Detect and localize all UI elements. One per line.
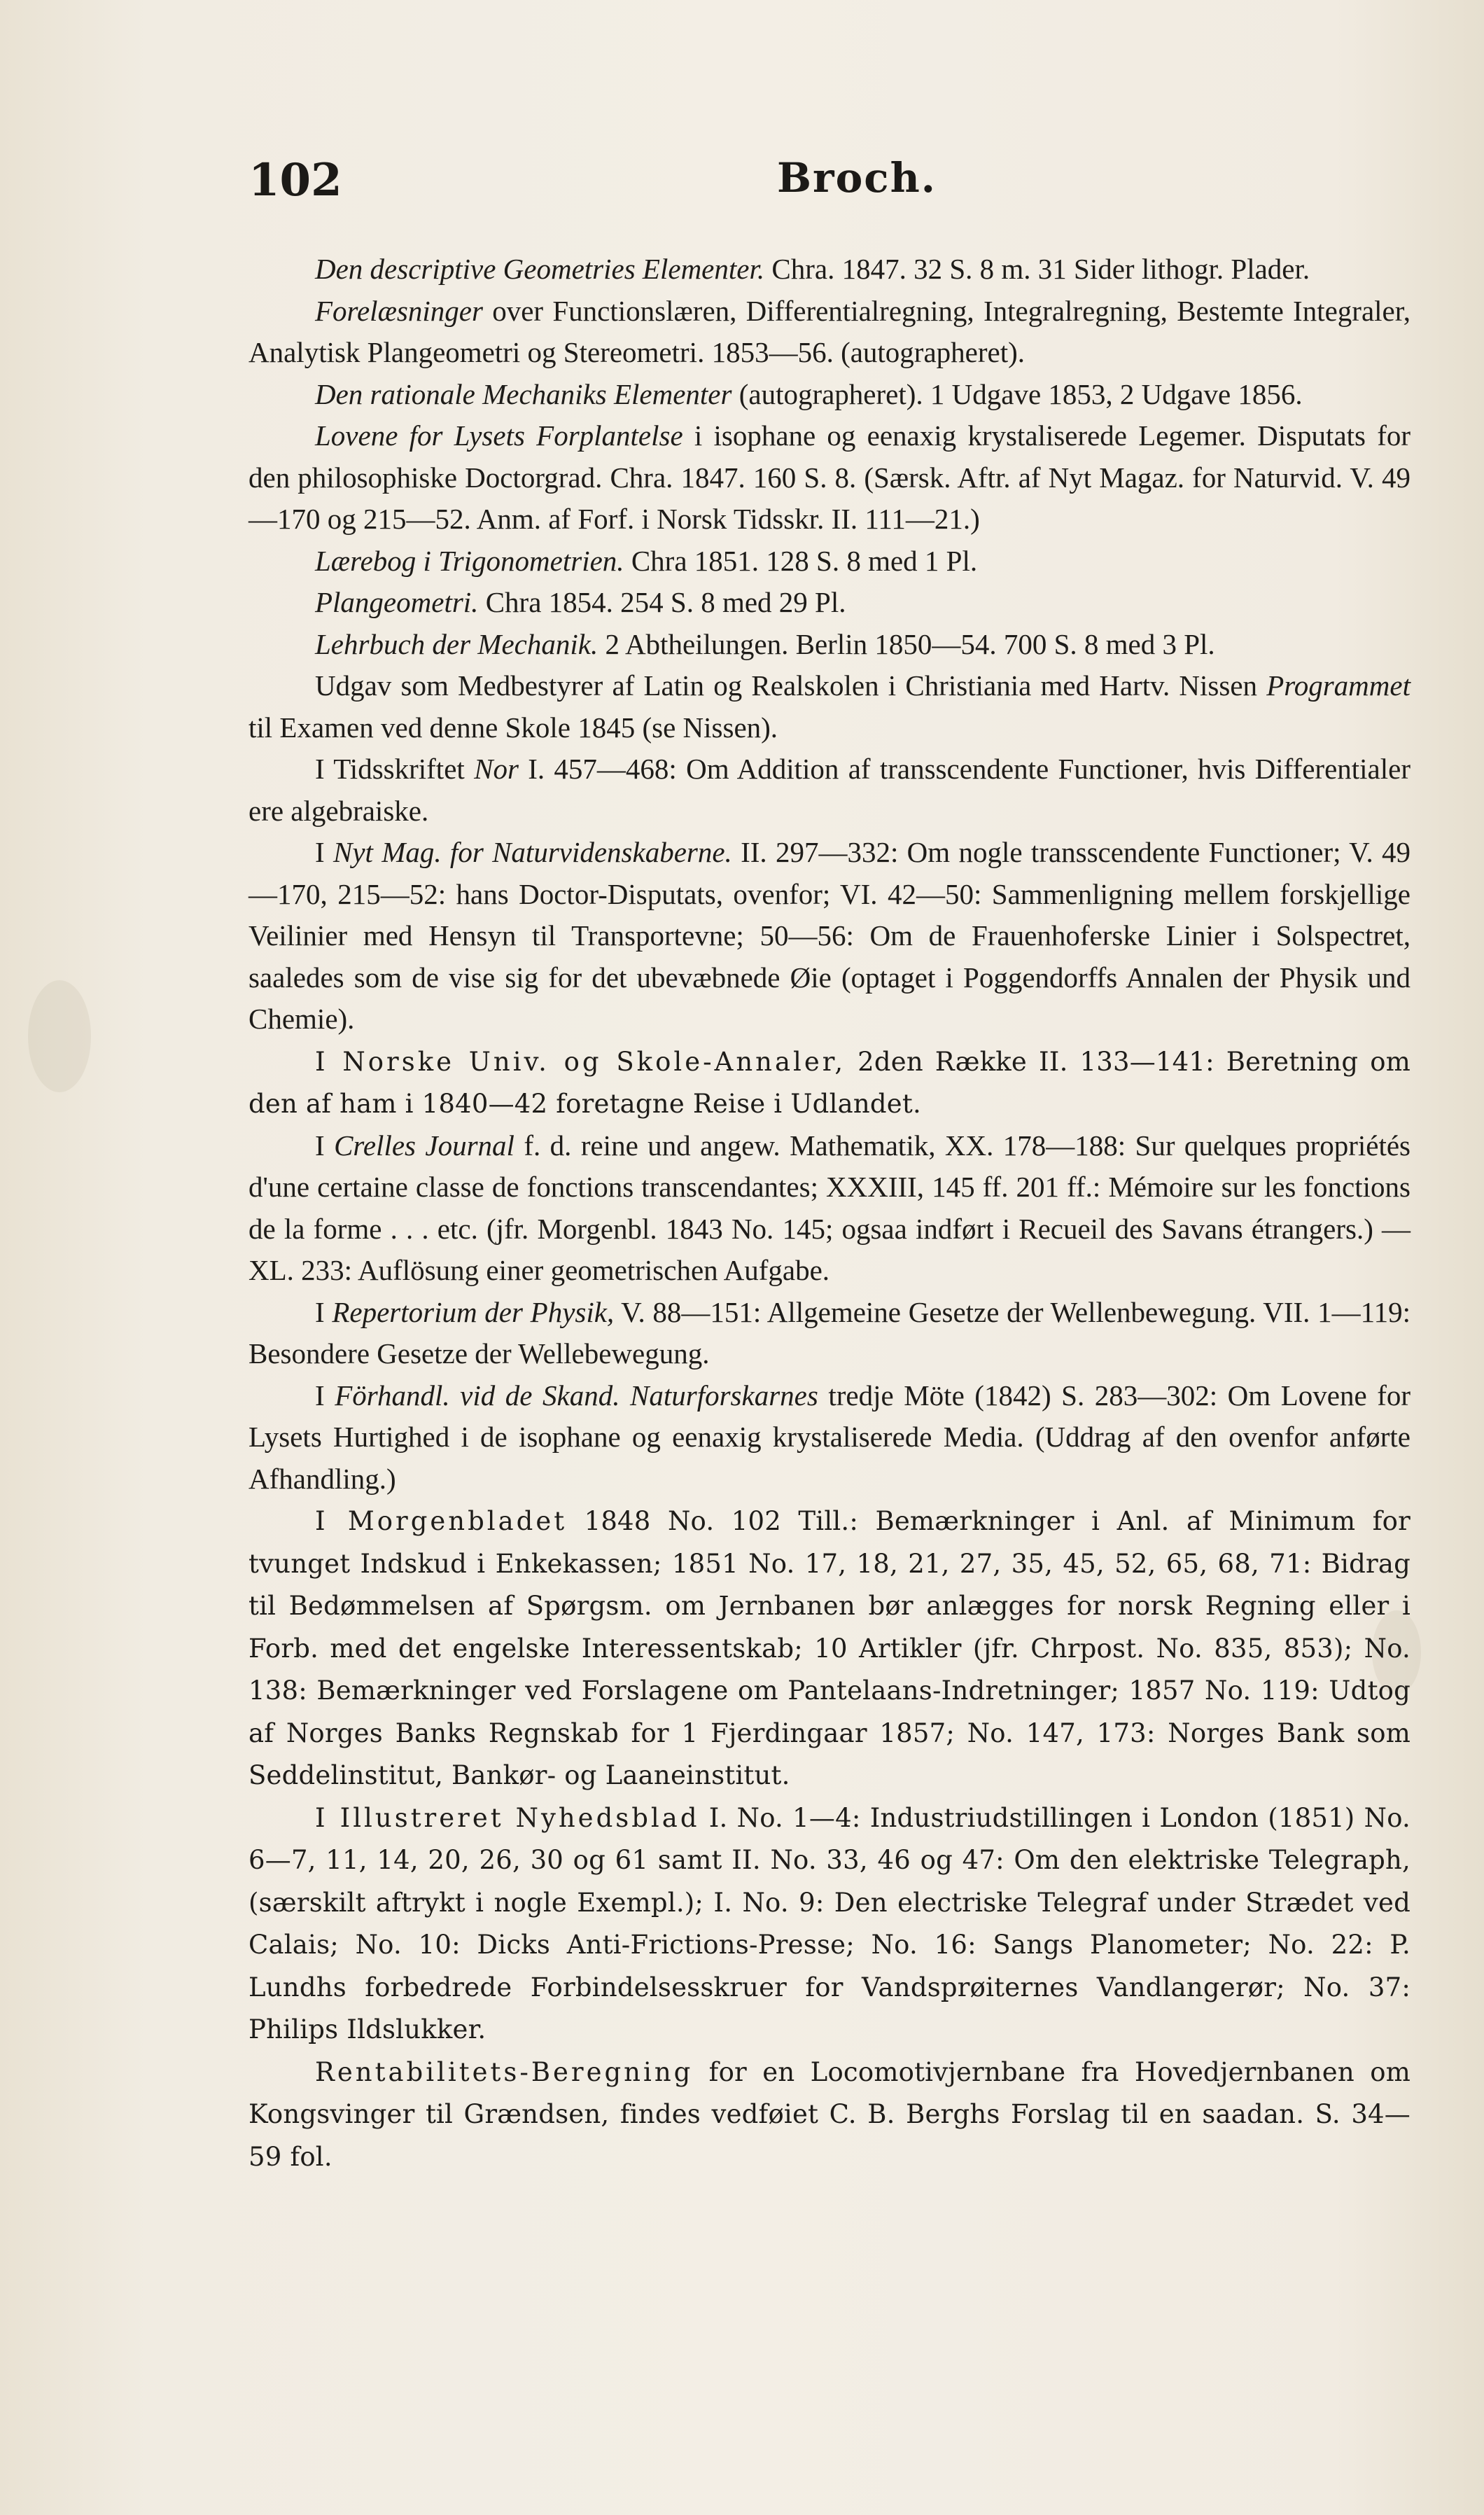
page-number: 102 (248, 154, 342, 207)
entry-text: for en Locomotivjernbane fra Hovedjernbanen om Kongsvinger til Grændsen, findes vedføiet C. B. Berghs Forslag til en saadan. S. 34—59 fol. (248, 2056, 1410, 2172)
entry-title: Lovene for Lysets Forplantelse (315, 419, 683, 452)
entry-text: 2 Abtheilungen. Berlin 1850—54. 700 S. 8 med 3 Pl. (598, 627, 1215, 660)
bibliography-entry (248, 541, 1410, 583)
bibliography-text (248, 249, 1410, 2178)
bibliography-entry (248, 2051, 1410, 2178)
bibliography-entry (248, 748, 1410, 832)
bibliography-entry (248, 1797, 1410, 2051)
bibliography-entry (248, 624, 1410, 666)
entry-text: I Illustreret Nyhedsblad (315, 1802, 700, 1833)
entry-text: II. 297—332: Om nogle transscendente Functioner; V. 49—170, 215—52: hans Doctor-Disputats, ovenfor; VI. 42—50: Sammenligning mellem forskjellige Veilinier med Hensyn til Transportevne; 50—56: Om de Frauenhoferske Linier i Solspectret, saaledes som de vise sig for det ubevæbnede Øie (optaget i Poggendorffs Annalen der Physik und Chemie). (248, 836, 1411, 1035)
bibliography-entry (248, 665, 1410, 748)
entry-text: I (315, 836, 333, 868)
entry-title: Förhandl. vid de Skand. Naturforskarnes (335, 1379, 818, 1412)
entry-title: Lehrbuch der Mechanik. (315, 627, 598, 660)
entry-title: Den rationale Mechaniks Elementer (315, 377, 732, 410)
entry-title: Forelæsninger (315, 294, 483, 327)
entry-text: V. 88—151: Allgemeine Gesetze der Wellenbewegung. VII. 1—119: Besondere Gesetze der Wellebewegung. (248, 1295, 1410, 1370)
entry-text: Chra. 1847. 32 S. 8 m. 31 Sider lithogr. Plader. (764, 253, 1310, 285)
bibliography-entry (248, 832, 1410, 1040)
entry-text: I (315, 1379, 335, 1412)
entry-text: I. No. 1—4: Industriudstillingen i London (1851) No. 6—7, 11, 14, 20, 26, 30 og 61 samt II. No. 33, 46 og 47: Om den elektriske Telegraph, (særskilt aftrykt i nogle Exempl.); I. No. 9: Den electriske Telegraf under Strædet ved Calais; No. 10: Dicks Anti-Frictions-Presse; No. 16: Sangs Planometer; No. 22: P. Lundhs forbedrede Forbindelsesskruer for Vandsprøiternes Vandlangerør; No. 37: Philips Ildslukker. (248, 1802, 1410, 2044)
entry-title: Lærebog i Trigonometrien. (315, 544, 624, 577)
bibliography-entry (248, 374, 1410, 416)
entry-text: Chra 1854. 254 S. 8 med 29 Pl. (478, 586, 846, 618)
entry-text: 2den Række II. 133—141: Beretning om den af ham i 1840—42 foretagne Reise i Udlandet. (248, 1046, 1410, 1119)
bibliography-entry (248, 1500, 1410, 1797)
entry-text: Rentabilitets-Beregning (315, 2056, 694, 2087)
bibliography-entry (248, 1375, 1410, 1500)
paper-stain (28, 980, 91, 1092)
entry-text: i isophane og eenaxig krystaliserede Legemer. Disputats for den philosophiske Doctorgrad. Chra. 1847. 160 S. 8. (Særsk. Aftr. af Nyt Magaz. for Naturvid. V. 49—170 og 215—52. Anm. af Forf. i Norsk Tidsskr. II. 111—21.) (248, 419, 1410, 535)
bibliography-entry (248, 1040, 1410, 1125)
entry-title: Nyt Mag. for Naturvidenskaberne. (332, 836, 732, 868)
page-header (248, 154, 1410, 231)
entry-text: I Tidsskriftet (315, 753, 475, 785)
bibliography-entry (248, 291, 1410, 374)
bibliography-entry (248, 582, 1410, 624)
entry-text: Chra 1851. 128 S. 8 med 1 Pl. (624, 544, 978, 577)
entry-text: I (315, 1295, 332, 1328)
entry-title: Repertorium der Physik, (332, 1295, 615, 1328)
entry-text: I Norske Univ. og Skole-Annaler, (315, 1046, 846, 1077)
entry-text: Udgav som Medbestyrer af Latin og Realskolen i Christiania med Hartv. Nissen (315, 669, 1267, 702)
entry-text: I Morgenbladet (315, 1506, 568, 1536)
running-head: Broch. (777, 154, 937, 202)
bibliography-entry (248, 1125, 1410, 1292)
bibliography-entry (248, 1292, 1410, 1375)
entry-text: 1848 No. 102 Till.: Bemærkninger i Anl. af Minimum for tvunget Indskud i Enkekassen; 1851 No. 17, 18, 21, 27, 35, 45, 52, 65, 68, 71: Bidrag til Bedømmelsen af Spørgsm. om Jernbanen bør anlægges for norsk Regning eller i Forb. med det engelske Interessentskab; 10 Artikler (jfr. Chrpost. No. 835, 853); No. 138: Bemærkninger ved Forslagene om Pantelaans-Indretninger; 1857 No. 119: Udtog af Norges Banks Regnskab for 1 Fjerdingaar 1857; No. 147, 173: Norges Bank som Seddelinstitut, Bankør- og Laaneinstitut. (248, 1506, 1410, 1790)
entry-text: tredje Möte (1842) S. 283—302: Om Lovene for Lysets Hurtighed i de isophane og eenaxig krystaliserede Media. (Uddrag af den ovenfor anførte Afhandling.) (248, 1379, 1411, 1495)
entry-text: til Examen ved denne Skole 1845 (se Nissen). (248, 711, 778, 744)
entry-text: I (315, 1129, 335, 1162)
entry-text: f. d. reine und angew. Mathematik, XX. 178—188: Sur quelques propriétés d'une certaine classe de fonctions transcendantes; XXXIII, 145 ff. 201 ff.: Mémoire sur les fonctions de la forme . . . etc. (jfr. Morgenbl. 1843 No. 145; ogsaa indført i Recueil des Savans étrangers.) — XL. 233: Auflösung einer geometrischen Aufgabe. (248, 1129, 1411, 1286)
bibliography-entry (248, 249, 1410, 291)
entry-text: over Functionslæren, Differentialregning, Integralregning, Bestemte Integraler, Analytisk Plangeometri og Stereometri. 1853—56. (autographeret). (248, 294, 1410, 368)
bibliography-entry (248, 415, 1410, 541)
entry-text: I. 457—468: Om Addition af transscendente Functioner, hvis Differentialer ere algebraiske. (248, 753, 1410, 827)
entry-title: Plangeometri. (315, 586, 479, 618)
entry-title: Den descriptive Geometries Elementer. (315, 253, 765, 285)
entry-title: Crelles Journal (334, 1129, 514, 1162)
entry-title: Programmet (1266, 669, 1410, 702)
entry-text: (autographeret). 1 Udgave 1853, 2 Udgave 1856. (732, 377, 1303, 410)
entry-title: Nor (474, 753, 519, 785)
